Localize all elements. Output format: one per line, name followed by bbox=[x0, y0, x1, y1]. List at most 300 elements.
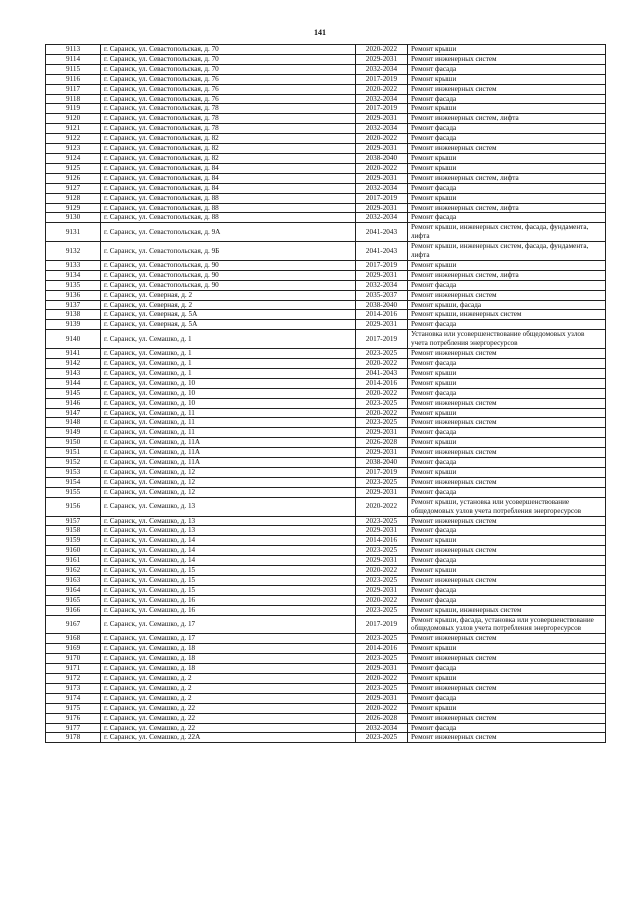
row-number: 9121 bbox=[46, 124, 101, 134]
row-work-type: Ремонт крыши, инженерных систем, фасада, фундамента, лифта bbox=[408, 242, 606, 261]
table-row bbox=[46, 546, 606, 556]
table-row bbox=[46, 388, 606, 398]
row-period: 2020-2022 bbox=[356, 134, 408, 144]
row-period: 2020-2022 bbox=[356, 45, 408, 55]
row-address: г. Саранск, ул. Семашко, д. 18 bbox=[101, 664, 356, 674]
page-number: 141 bbox=[314, 28, 326, 37]
row-period: 2041-2043 bbox=[356, 368, 408, 378]
table-row bbox=[46, 487, 606, 497]
row-period: 2026-2028 bbox=[356, 713, 408, 723]
table-row bbox=[46, 94, 606, 104]
row-address: г. Саранск, ул. Севастопольская, д. 70 bbox=[101, 64, 356, 74]
row-work-type: Ремонт крыши bbox=[408, 163, 606, 173]
table-row bbox=[46, 54, 606, 64]
row-work-type: Ремонт инженерных систем bbox=[408, 546, 606, 556]
row-number: 9123 bbox=[46, 144, 101, 154]
row-number: 9146 bbox=[46, 398, 101, 408]
row-work-type: Ремонт крыши bbox=[408, 467, 606, 477]
row-period: 2029-2031 bbox=[356, 320, 408, 330]
table-row bbox=[46, 45, 606, 55]
row-number: 9120 bbox=[46, 114, 101, 124]
row-period: 2023-2025 bbox=[356, 477, 408, 487]
table-row bbox=[46, 134, 606, 144]
table-row bbox=[46, 153, 606, 163]
row-address: г. Саранск, ул. Семашко, д. 2 bbox=[101, 674, 356, 684]
row-number: 9158 bbox=[46, 526, 101, 536]
row-period: 2032-2034 bbox=[356, 124, 408, 134]
row-period: 2029-2031 bbox=[356, 556, 408, 566]
table-row bbox=[46, 556, 606, 566]
row-work-type: Ремонт фасада bbox=[408, 94, 606, 104]
row-address: г. Саранск, ул. Севастопольская, д. 70 bbox=[101, 45, 356, 55]
row-period: 2032-2034 bbox=[356, 94, 408, 104]
row-period: 2038-2040 bbox=[356, 300, 408, 310]
table-row bbox=[46, 526, 606, 536]
row-work-type: Ремонт крыши bbox=[408, 104, 606, 114]
row-work-type: Ремонт фасада bbox=[408, 595, 606, 605]
row-number: 9122 bbox=[46, 134, 101, 144]
row-number: 9141 bbox=[46, 349, 101, 359]
row-work-type: Ремонт крыши bbox=[408, 674, 606, 684]
table-row bbox=[46, 270, 606, 280]
table-row bbox=[46, 654, 606, 664]
row-address: г. Саранск, ул. Семашко, д. 22А bbox=[101, 733, 356, 743]
row-period: 2023-2025 bbox=[356, 418, 408, 428]
table-row bbox=[46, 74, 606, 84]
row-address: г. Саранск, ул. Семашко, д. 22 bbox=[101, 713, 356, 723]
row-address: г. Саранск, ул. Севастопольская, д. 78 bbox=[101, 124, 356, 134]
row-work-type: Ремонт инженерных систем bbox=[408, 448, 606, 458]
row-number: 9126 bbox=[46, 173, 101, 183]
table-row bbox=[46, 595, 606, 605]
table-row bbox=[46, 448, 606, 458]
row-number: 9137 bbox=[46, 300, 101, 310]
table-row bbox=[46, 713, 606, 723]
table-row bbox=[46, 349, 606, 359]
row-work-type: Ремонт инженерных систем bbox=[408, 733, 606, 743]
row-work-type: Ремонт крыши bbox=[408, 74, 606, 84]
row-work-type: Ремонт инженерных систем bbox=[408, 683, 606, 693]
row-number: 9118 bbox=[46, 94, 101, 104]
row-period: 2023-2025 bbox=[356, 398, 408, 408]
row-work-type: Ремонт инженерных систем bbox=[408, 477, 606, 487]
table-row bbox=[46, 458, 606, 468]
table-row bbox=[46, 163, 606, 173]
row-period: 2023-2025 bbox=[356, 575, 408, 585]
row-work-type: Ремонт фасада bbox=[408, 134, 606, 144]
row-number: 9154 bbox=[46, 477, 101, 487]
table-row bbox=[46, 723, 606, 733]
row-work-type: Ремонт крыши bbox=[408, 193, 606, 203]
row-period: 2020-2022 bbox=[356, 566, 408, 576]
row-work-type: Ремонт крыши bbox=[408, 644, 606, 654]
row-work-type: Ремонт инженерных систем bbox=[408, 654, 606, 664]
table-row bbox=[46, 536, 606, 546]
row-work-type: Ремонт фасада bbox=[408, 359, 606, 369]
row-number: 9171 bbox=[46, 664, 101, 674]
row-address: г. Саранск, ул. Севастопольская, д. 76 bbox=[101, 84, 356, 94]
row-number: 9140 bbox=[46, 330, 101, 349]
table-row bbox=[46, 144, 606, 154]
row-period: 2029-2031 bbox=[356, 114, 408, 124]
table-row bbox=[46, 398, 606, 408]
table-row bbox=[46, 183, 606, 193]
row-address: г. Саранск, ул. Северная, д. 2 bbox=[101, 300, 356, 310]
row-address: г. Саранск, ул. Севастопольская, д. 70 bbox=[101, 54, 356, 64]
row-address: г. Саранск, ул. Семашко, д. 22 bbox=[101, 723, 356, 733]
row-period: 2014-2016 bbox=[356, 378, 408, 388]
row-work-type: Ремонт фасада bbox=[408, 693, 606, 703]
row-address: г. Саранск, ул. Семашко, д. 13 bbox=[101, 497, 356, 516]
row-number: 9175 bbox=[46, 703, 101, 713]
row-number: 9165 bbox=[46, 595, 101, 605]
row-number: 9124 bbox=[46, 153, 101, 163]
row-address: г. Саранск, ул. Семашко, д. 10 bbox=[101, 378, 356, 388]
row-address: г. Саранск, ул. Семашко, д. 11 bbox=[101, 418, 356, 428]
row-number: 9143 bbox=[46, 368, 101, 378]
row-work-type: Ремонт инженерных систем bbox=[408, 516, 606, 526]
row-number: 9173 bbox=[46, 683, 101, 693]
row-address: г. Саранск, ул. Семашко, д. 11А bbox=[101, 448, 356, 458]
table-row bbox=[46, 477, 606, 487]
row-work-type: Установка или усовершенствование общедомовых узлов учета потребления энергоресурсов bbox=[408, 330, 606, 349]
row-address: г. Саранск, ул. Семашко, д. 15 bbox=[101, 566, 356, 576]
table-row bbox=[46, 683, 606, 693]
row-work-type: Ремонт инженерных систем bbox=[408, 349, 606, 359]
row-period: 2032-2034 bbox=[356, 64, 408, 74]
row-period: 2029-2031 bbox=[356, 664, 408, 674]
table-row bbox=[46, 418, 606, 428]
row-address: г. Саранск, ул. Севастопольская, д. 78 bbox=[101, 114, 356, 124]
row-period: 2020-2022 bbox=[356, 359, 408, 369]
row-period: 2020-2022 bbox=[356, 497, 408, 516]
row-number: 9116 bbox=[46, 74, 101, 84]
table-row bbox=[46, 359, 606, 369]
table-row bbox=[46, 378, 606, 388]
row-number: 9176 bbox=[46, 713, 101, 723]
table-body bbox=[46, 45, 606, 743]
row-address: г. Саранск, ул. Семашко, д. 10 bbox=[101, 388, 356, 398]
row-address: г. Саранск, ул. Семашко, д. 2 bbox=[101, 683, 356, 693]
row-work-type: Ремонт инженерных систем bbox=[408, 418, 606, 428]
row-period: 2041-2043 bbox=[356, 223, 408, 242]
row-period: 2020-2022 bbox=[356, 84, 408, 94]
row-address: г. Саранск, ул. Севастопольская, д. 82 bbox=[101, 153, 356, 163]
table-row bbox=[46, 615, 606, 634]
row-address: г. Саранск, ул. Семашко, д. 13 bbox=[101, 526, 356, 536]
row-work-type: Ремонт инженерных систем bbox=[408, 575, 606, 585]
table-row bbox=[46, 203, 606, 213]
row-work-type: Ремонт фасада bbox=[408, 280, 606, 290]
row-period: 2032-2034 bbox=[356, 213, 408, 223]
row-number: 9172 bbox=[46, 674, 101, 684]
row-work-type: Ремонт крыши, инженерных систем, фасада, фундамента, лифта bbox=[408, 223, 606, 242]
row-work-type: Ремонт крыши, инженерных систем bbox=[408, 605, 606, 615]
row-address: г. Саранск, ул. Семашко, д. 11А bbox=[101, 458, 356, 468]
row-number: 9177 bbox=[46, 723, 101, 733]
row-period: 2029-2031 bbox=[356, 428, 408, 438]
row-work-type: Ремонт крыши, фасада bbox=[408, 300, 606, 310]
table-row bbox=[46, 674, 606, 684]
row-work-type: Ремонт фасада bbox=[408, 526, 606, 536]
row-address: г. Саранск, ул. Семашко, д. 14 bbox=[101, 536, 356, 546]
table-row bbox=[46, 320, 606, 330]
row-number: 9132 bbox=[46, 242, 101, 261]
row-work-type: Ремонт фасада bbox=[408, 487, 606, 497]
row-work-type: Ремонт крыши, установка или усовершенствование общедомовых узлов учета потребления энергоресурсов bbox=[408, 497, 606, 516]
table-row bbox=[46, 213, 606, 223]
row-work-type: Ремонт инженерных систем bbox=[408, 634, 606, 644]
row-period: 2017-2019 bbox=[356, 330, 408, 349]
row-work-type: Ремонт фасада bbox=[408, 556, 606, 566]
table-row bbox=[46, 438, 606, 448]
row-number: 9159 bbox=[46, 536, 101, 546]
row-number: 9148 bbox=[46, 418, 101, 428]
row-number: 9164 bbox=[46, 585, 101, 595]
table-row bbox=[46, 497, 606, 516]
row-period: 2029-2031 bbox=[356, 203, 408, 213]
row-address: г. Саранск, ул. Семашко, д. 11 bbox=[101, 408, 356, 418]
row-number: 9157 bbox=[46, 516, 101, 526]
row-address: г. Саранск, ул. Севастопольская, д. 76 bbox=[101, 74, 356, 84]
row-number: 9139 bbox=[46, 320, 101, 330]
row-address: г. Саранск, ул. Семашко, д. 12 bbox=[101, 477, 356, 487]
table-row bbox=[46, 223, 606, 242]
table-row bbox=[46, 703, 606, 713]
row-work-type: Ремонт инженерных систем bbox=[408, 84, 606, 94]
row-work-type: Ремонт инженерных систем bbox=[408, 398, 606, 408]
row-address: г. Саранск, ул. Семашко, д. 14 bbox=[101, 546, 356, 556]
row-address: г. Саранск, ул. Севастопольская, д. 84 bbox=[101, 183, 356, 193]
row-period: 2029-2031 bbox=[356, 54, 408, 64]
row-work-type: Ремонт инженерных систем, лифта bbox=[408, 203, 606, 213]
row-work-type: Ремонт крыши bbox=[408, 536, 606, 546]
table-row bbox=[46, 566, 606, 576]
row-number: 9163 bbox=[46, 575, 101, 585]
row-number: 9178 bbox=[46, 733, 101, 743]
row-work-type: Ремонт фасада bbox=[408, 183, 606, 193]
row-period: 2029-2031 bbox=[356, 585, 408, 595]
row-number: 9135 bbox=[46, 280, 101, 290]
table-row bbox=[46, 64, 606, 74]
table-row bbox=[46, 260, 606, 270]
row-address: г. Саранск, ул. Семашко, д. 10 bbox=[101, 398, 356, 408]
repair-schedule-table bbox=[45, 44, 606, 743]
row-period: 2032-2034 bbox=[356, 723, 408, 733]
row-address: г. Саранск, ул. Семашко, д. 12 bbox=[101, 467, 356, 477]
row-period: 2014-2016 bbox=[356, 536, 408, 546]
row-period: 2035-2037 bbox=[356, 290, 408, 300]
row-period: 2029-2031 bbox=[356, 526, 408, 536]
table-row bbox=[46, 104, 606, 114]
row-number: 9117 bbox=[46, 84, 101, 94]
row-number: 9133 bbox=[46, 260, 101, 270]
row-period: 2032-2034 bbox=[356, 183, 408, 193]
row-address: г. Саранск, ул. Северная, д. 2 bbox=[101, 290, 356, 300]
row-number: 9136 bbox=[46, 290, 101, 300]
table-row bbox=[46, 330, 606, 349]
row-address: г. Саранск, ул. Севастопольская, д. 84 bbox=[101, 163, 356, 173]
row-work-type: Ремонт фасада bbox=[408, 213, 606, 223]
row-period: 2029-2031 bbox=[356, 270, 408, 280]
row-period: 2020-2022 bbox=[356, 674, 408, 684]
row-number: 9161 bbox=[46, 556, 101, 566]
row-period: 2041-2043 bbox=[356, 242, 408, 261]
row-address: г. Саранск, ул. Семашко, д. 15 bbox=[101, 575, 356, 585]
row-number: 9115 bbox=[46, 64, 101, 74]
row-period: 2026-2028 bbox=[356, 438, 408, 448]
row-number: 9152 bbox=[46, 458, 101, 468]
row-address: г. Саранск, ул. Севастопольская, д. 9А bbox=[101, 223, 356, 242]
row-number: 9119 bbox=[46, 104, 101, 114]
row-address: г. Саранск, ул. Северная, д. 5А bbox=[101, 320, 356, 330]
row-number: 9125 bbox=[46, 163, 101, 173]
table-row bbox=[46, 585, 606, 595]
row-address: г. Саранск, ул. Семашко, д. 15 bbox=[101, 585, 356, 595]
row-number: 9129 bbox=[46, 203, 101, 213]
table-row bbox=[46, 173, 606, 183]
row-period: 2029-2031 bbox=[356, 448, 408, 458]
table-row bbox=[46, 634, 606, 644]
row-address: г. Саранск, ул. Севастопольская, д. 9Б bbox=[101, 242, 356, 261]
row-address: г. Саранск, ул. Семашко, д. 16 bbox=[101, 605, 356, 615]
row-period: 2020-2022 bbox=[356, 595, 408, 605]
row-address: г. Саранск, ул. Севастопольская, д. 76 bbox=[101, 94, 356, 104]
table-row bbox=[46, 516, 606, 526]
row-work-type: Ремонт крыши bbox=[408, 153, 606, 163]
row-address: г. Саранск, ул. Семашко, д. 16 bbox=[101, 595, 356, 605]
row-work-type: Ремонт крыши bbox=[408, 438, 606, 448]
row-period: 2038-2040 bbox=[356, 153, 408, 163]
row-period: 2023-2025 bbox=[356, 516, 408, 526]
row-address: г. Саранск, ул. Семашко, д. 1 bbox=[101, 330, 356, 349]
row-number: 9155 bbox=[46, 487, 101, 497]
table-row bbox=[46, 280, 606, 290]
row-work-type: Ремонт крыши bbox=[408, 260, 606, 270]
row-period: 2023-2025 bbox=[356, 634, 408, 644]
row-period: 2023-2025 bbox=[356, 605, 408, 615]
table-row bbox=[46, 310, 606, 320]
table-row bbox=[46, 124, 606, 134]
row-period: 2023-2025 bbox=[356, 546, 408, 556]
row-period: 2023-2025 bbox=[356, 654, 408, 664]
table-row bbox=[46, 733, 606, 743]
row-period: 2020-2022 bbox=[356, 408, 408, 418]
row-address: г. Саранск, ул. Севастопольская, д. 82 bbox=[101, 134, 356, 144]
row-work-type: Ремонт фасада bbox=[408, 64, 606, 74]
row-address: г. Саранск, ул. Семашко, д. 1 bbox=[101, 368, 356, 378]
row-address: г. Саранск, ул. Севастопольская, д. 88 bbox=[101, 193, 356, 203]
row-number: 9151 bbox=[46, 448, 101, 458]
row-number: 9167 bbox=[46, 615, 101, 634]
row-number: 9113 bbox=[46, 45, 101, 55]
row-period: 2017-2019 bbox=[356, 260, 408, 270]
row-address: г. Саранск, ул. Семашко, д. 18 bbox=[101, 644, 356, 654]
row-number: 9147 bbox=[46, 408, 101, 418]
row-period: 2017-2019 bbox=[356, 615, 408, 634]
row-work-type: Ремонт фасада bbox=[408, 585, 606, 595]
row-address: г. Саранск, ул. Севастопольская, д. 90 bbox=[101, 270, 356, 280]
table-row bbox=[46, 408, 606, 418]
row-period: 2032-2034 bbox=[356, 280, 408, 290]
row-number: 9169 bbox=[46, 644, 101, 654]
row-work-type: Ремонт крыши bbox=[408, 408, 606, 418]
row-address: г. Саранск, ул. Севастопольская, д. 84 bbox=[101, 173, 356, 183]
row-address: г. Саранск, ул. Семашко, д. 14 bbox=[101, 556, 356, 566]
table-row bbox=[46, 575, 606, 585]
row-period: 2020-2022 bbox=[356, 703, 408, 713]
row-period: 2020-2022 bbox=[356, 388, 408, 398]
row-address: г. Саранск, ул. Семашко, д. 2 bbox=[101, 693, 356, 703]
row-number: 9127 bbox=[46, 183, 101, 193]
row-address: г. Саранск, ул. Севастопольская, д. 90 bbox=[101, 260, 356, 270]
row-work-type: Ремонт крыши bbox=[408, 703, 606, 713]
row-address: г. Саранск, ул. Семашко, д. 1 bbox=[101, 359, 356, 369]
row-number: 9144 bbox=[46, 378, 101, 388]
row-period: 2023-2025 bbox=[356, 733, 408, 743]
table-row bbox=[46, 242, 606, 261]
row-address: г. Саранск, ул. Семашко, д. 22 bbox=[101, 703, 356, 713]
row-period: 2014-2016 bbox=[356, 644, 408, 654]
row-address: г. Саранск, ул. Семашко, д. 11 bbox=[101, 428, 356, 438]
row-number: 9170 bbox=[46, 654, 101, 664]
row-work-type: Ремонт крыши bbox=[408, 368, 606, 378]
row-number: 9160 bbox=[46, 546, 101, 556]
row-work-type: Ремонт инженерных систем bbox=[408, 144, 606, 154]
row-address: г. Саранск, ул. Семашко, д. 17 bbox=[101, 615, 356, 634]
row-period: 2023-2025 bbox=[356, 349, 408, 359]
row-period: 2029-2031 bbox=[356, 487, 408, 497]
table-row bbox=[46, 300, 606, 310]
row-number: 9134 bbox=[46, 270, 101, 280]
row-work-type: Ремонт инженерных систем bbox=[408, 54, 606, 64]
row-period: 2029-2031 bbox=[356, 693, 408, 703]
row-number: 9174 bbox=[46, 693, 101, 703]
row-period: 2017-2019 bbox=[356, 104, 408, 114]
row-period: 2029-2031 bbox=[356, 173, 408, 183]
row-address: г. Саранск, ул. Семашко, д. 17 bbox=[101, 634, 356, 644]
row-work-type: Ремонт фасада bbox=[408, 428, 606, 438]
table-row bbox=[46, 644, 606, 654]
row-number: 9142 bbox=[46, 359, 101, 369]
row-address: г. Саранск, ул. Севастопольская, д. 82 bbox=[101, 144, 356, 154]
row-work-type: Ремонт инженерных систем, лифта bbox=[408, 270, 606, 280]
row-number: 9128 bbox=[46, 193, 101, 203]
row-work-type: Ремонт фасада bbox=[408, 723, 606, 733]
row-work-type: Ремонт инженерных систем, лифта bbox=[408, 114, 606, 124]
row-address: г. Саранск, ул. Семашко, д. 18 bbox=[101, 654, 356, 664]
row-number: 9130 bbox=[46, 213, 101, 223]
row-address: г. Саранск, ул. Севастопольская, д. 88 bbox=[101, 203, 356, 213]
row-number: 9168 bbox=[46, 634, 101, 644]
row-address: г. Саранск, ул. Северная, д. 5А bbox=[101, 310, 356, 320]
row-period: 2029-2031 bbox=[356, 144, 408, 154]
row-number: 9153 bbox=[46, 467, 101, 477]
row-work-type: Ремонт фасада bbox=[408, 320, 606, 330]
table-row bbox=[46, 664, 606, 674]
row-number: 9145 bbox=[46, 388, 101, 398]
row-work-type: Ремонт крыши, инженерных систем bbox=[408, 310, 606, 320]
row-number: 9156 bbox=[46, 497, 101, 516]
row-address: г. Саранск, ул. Севастопольская, д. 90 bbox=[101, 280, 356, 290]
row-address: г. Саранск, ул. Семашко, д. 13 bbox=[101, 516, 356, 526]
row-period: 2020-2022 bbox=[356, 163, 408, 173]
table-row bbox=[46, 114, 606, 124]
row-work-type: Ремонт фасада bbox=[408, 124, 606, 134]
row-period: 2017-2019 bbox=[356, 467, 408, 477]
row-work-type: Ремонт инженерных систем bbox=[408, 713, 606, 723]
row-number: 9150 bbox=[46, 438, 101, 448]
